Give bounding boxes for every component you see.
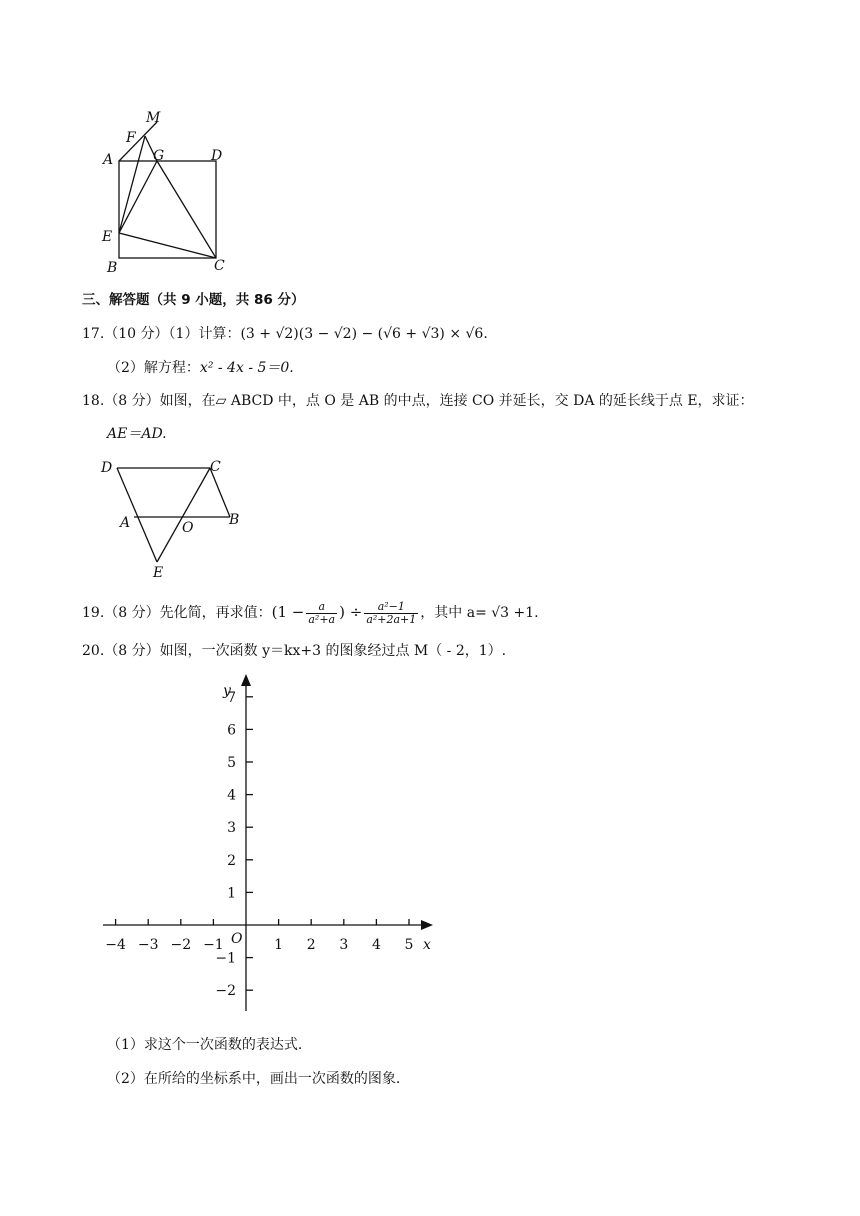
y-axis-arrow [241, 674, 251, 686]
x-tick-label: 1 [274, 937, 284, 953]
q18-number: 18. [82, 393, 105, 409]
label-g: G [153, 148, 165, 164]
q17-part1-label: （1）计算： [168, 326, 241, 342]
square-abcd [119, 161, 216, 258]
parallelogram-figure [95, 455, 255, 583]
x-tick-label: −4 [105, 937, 126, 953]
label-d: D [211, 148, 223, 164]
q19-frac1-den: a²+a [308, 612, 336, 626]
label-e: E [153, 565, 164, 581]
question-20 [82, 641, 506, 661]
label-f: F [126, 130, 136, 146]
question-18 [82, 391, 754, 411]
label-m: M [146, 110, 161, 126]
q17-number: 17. [82, 326, 105, 342]
q19-prefix: 先化简，再求值： [159, 605, 272, 621]
y-tick-label: 1 [227, 885, 236, 902]
y-tick-label: −1 [215, 950, 236, 967]
segment-cb [210, 468, 230, 517]
x-tick-label: −2 [170, 937, 192, 953]
q19-fraction-2 [364, 601, 418, 626]
q17-score: （10 分） [104, 326, 169, 342]
question-17-part2 [107, 358, 294, 378]
q19-number: 19. [82, 605, 105, 621]
label-b: B [229, 512, 240, 528]
segment-ec [119, 233, 216, 258]
section-heading: 三、解答题（共 9 小题，共 86 分） [82, 292, 305, 308]
q18-line1: 如图，在▱ ABCD 中，点 O 是 AB 的中点，连接 CO 并延长，交 DA 的延长线于点 E，求证： [159, 393, 754, 409]
segment-fe [119, 136, 145, 233]
q17-part2-expr: x² - 4x - 5＝0. [199, 360, 294, 376]
question-19: 19.（8 分）先化简，再求值：(1 − $\frac{a}{\text{a²+a}}$ ) ÷ $\frac{\text{a²−1}}{\text{a²+2a+1}}$ ，其中 a= √3 +1. [82, 599, 539, 626]
y-tick-label: 5 [227, 755, 236, 771]
q20-text: 如图，一次函数 y＝kx+3 的图象经过点 M（ - 2，1）. [159, 643, 507, 659]
q17-part2-label: （2）解方程： [107, 360, 200, 376]
segment-am [119, 122, 157, 161]
label-c: C [214, 258, 225, 274]
square-figure [95, 105, 245, 280]
x-tick-label: −1 [203, 937, 224, 953]
x-tick-label: 3 [339, 937, 349, 953]
y-tick-label: 7 [227, 689, 236, 706]
label-o: O [182, 520, 194, 536]
label-d: D [101, 460, 113, 476]
q17-part1-expr: (3 + √2)(3 − √2) − (√6 + √3) × √6. [240, 326, 488, 342]
x-tick-label: 5 [404, 937, 414, 953]
segment-gc [157, 161, 216, 258]
q19-frac2-den: a²+2a+1 [366, 612, 417, 626]
origin-label: O [231, 931, 243, 947]
label-a: A [103, 152, 114, 168]
x-axis-label: x [423, 937, 431, 953]
q20-part1: （1）求这个一次函数的表达式. [107, 1037, 303, 1053]
q19-frac1-num: a [306, 601, 337, 614]
segment-ge [119, 161, 157, 233]
y-tick-label: −2 [215, 983, 236, 1000]
label-a: A [120, 515, 131, 531]
x-tick-label: −3 [137, 937, 159, 953]
q20-score: （8 分） [104, 643, 160, 659]
y-tick-label: 3 [227, 820, 236, 837]
question-17 [82, 324, 488, 344]
label-e: E [102, 229, 113, 245]
x-tick-label: 4 [371, 937, 381, 953]
y-axis-label: y [223, 683, 231, 699]
label-b: B [107, 260, 118, 276]
y-tick-label: 2 [227, 852, 236, 869]
segment-ce [157, 468, 210, 562]
q19-frac2-num: a²−1 [364, 601, 418, 614]
q19-score: （8 分） [104, 605, 160, 621]
x-tick-label: 2 [306, 937, 316, 953]
q19-fraction-1 [306, 601, 337, 626]
x-axis-arrow [421, 920, 433, 930]
q20-part2: （2）在所给的坐标系中，画出一次函数的图象. [107, 1071, 401, 1087]
label-c: C [210, 459, 221, 475]
coordinate-system [95, 668, 445, 1018]
y-tick-label: 4 [227, 787, 236, 804]
q20-number: 20. [82, 643, 105, 659]
q18-line2: AE＝AD. [107, 426, 167, 442]
y-tick-label: 6 [227, 722, 236, 739]
q19-suffix: ，其中 a= √3 +1. [420, 605, 539, 621]
q18-score: （8 分） [104, 393, 160, 409]
